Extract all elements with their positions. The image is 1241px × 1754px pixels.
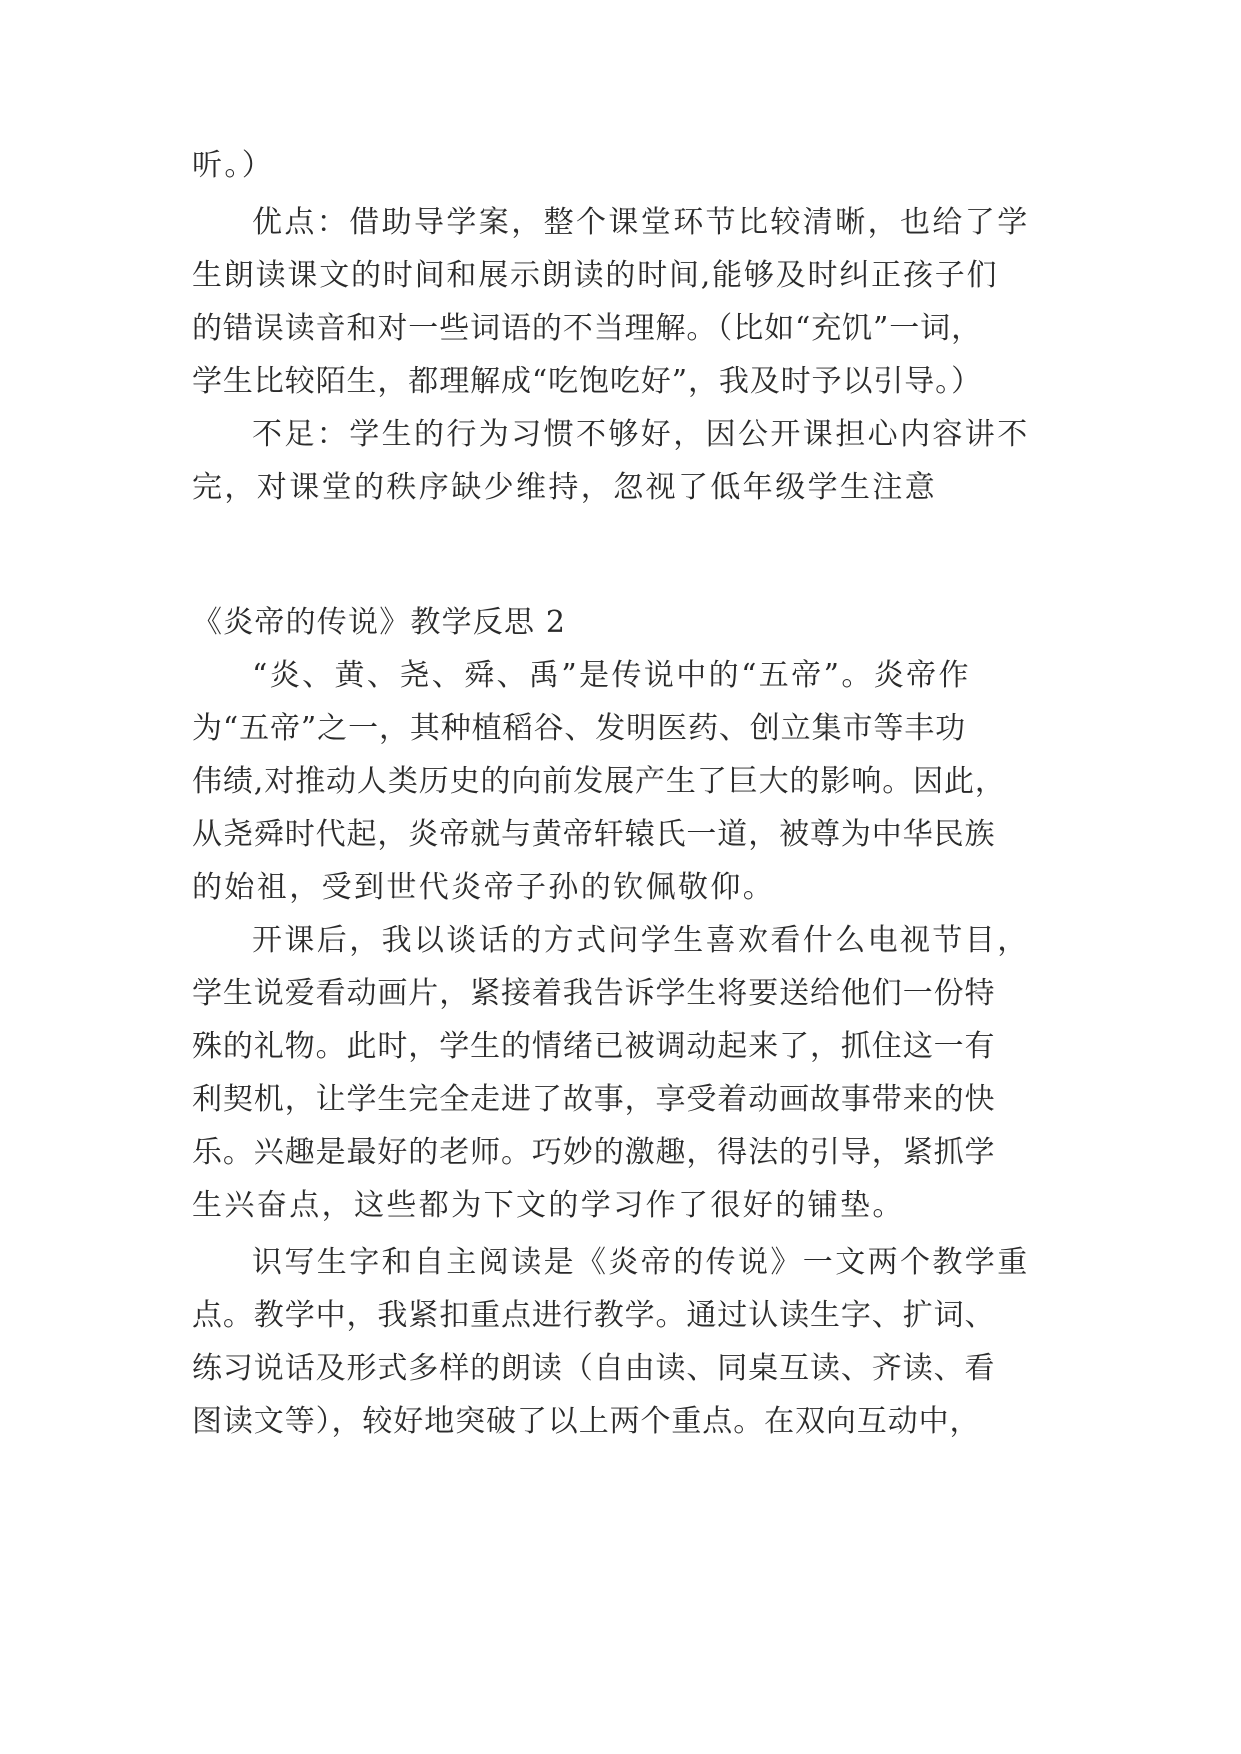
paragraph-line: 点。教学中，我紧扣重点进行教学。通过认读生字、扩词、 bbox=[192, 1298, 996, 1333]
paragraph-line: 练习说话及形式多样的朗读（自由读、同桌互读、齐读、看 bbox=[192, 1351, 996, 1386]
paragraph-line: 生兴奋点，这些都为下文的学习作了很好的铺垫。 bbox=[192, 1188, 905, 1223]
paragraph-line: 生朗读课文的时间和展示朗读的时间,能够及时纠正孩子们 bbox=[192, 258, 999, 293]
paragraph-line: “炎、黄、尧、舜、禹”是传说中的“五帝”。炎帝作 bbox=[252, 658, 971, 693]
paragraph-line: 从尧舜时代起，炎帝就与黄帝轩辕氏一道，被尊为中华民族 bbox=[192, 817, 996, 852]
paragraph-line: 完，对课堂的秩序缺少维持，忽视了低年级学生注意 bbox=[192, 470, 938, 505]
paragraph-line: 听。） bbox=[192, 148, 275, 183]
paragraph-line: 学生比较陌生，都理解成“吃饱吃好”，我及时予以引导。） bbox=[192, 364, 982, 399]
paragraph-line: 学生说爱看动画片，紧接着我告诉学生将要送给他们一份特 bbox=[192, 976, 996, 1011]
paragraph-line: 图读文等），较好地突破了以上两个重点。在双向互动中， bbox=[192, 1404, 981, 1439]
paragraph-line: 不足：学生的行为习惯不够好，因公开课担心内容讲不 bbox=[252, 417, 1030, 452]
paragraph-line: 殊的礼物。此时，学生的情绪已被调动起来了，抓住这一有 bbox=[192, 1029, 996, 1064]
paragraph-line: 优点：借助导学案，整个课堂环节比较清晰，也给了学 bbox=[252, 205, 1030, 240]
paragraph-line: 伟绩,对推动人类历史的向前发展产生了巨大的影响。因此， bbox=[192, 764, 1006, 799]
paragraph-line: 乐。兴趣是最好的老师。巧妙的激趣，得法的引导，紧抓学 bbox=[192, 1135, 996, 1170]
section-title: 《炎帝的传说》教学反思 2 bbox=[192, 605, 567, 640]
paragraph-line: 开课后，我以谈话的方式问学生喜欢看什么电视节目， bbox=[252, 923, 1030, 958]
paragraph-line: 的错误读音和对一些词语的不当理解。（比如“充饥”一词， bbox=[192, 311, 982, 346]
paragraph-line: 的始祖，受到世代炎帝子孙的钦佩敬仰。 bbox=[192, 870, 776, 905]
paragraph-line: 识写生字和自主阅读是《炎帝的传说》一文两个教学重 bbox=[252, 1245, 1030, 1280]
paragraph-line: 为“五帝”之一，其种植稻谷、发明医药、创立集市等丰功 bbox=[192, 711, 967, 746]
paragraph-line: 利契机，让学生完全走进了故事，享受着动画故事带来的快 bbox=[192, 1082, 996, 1117]
